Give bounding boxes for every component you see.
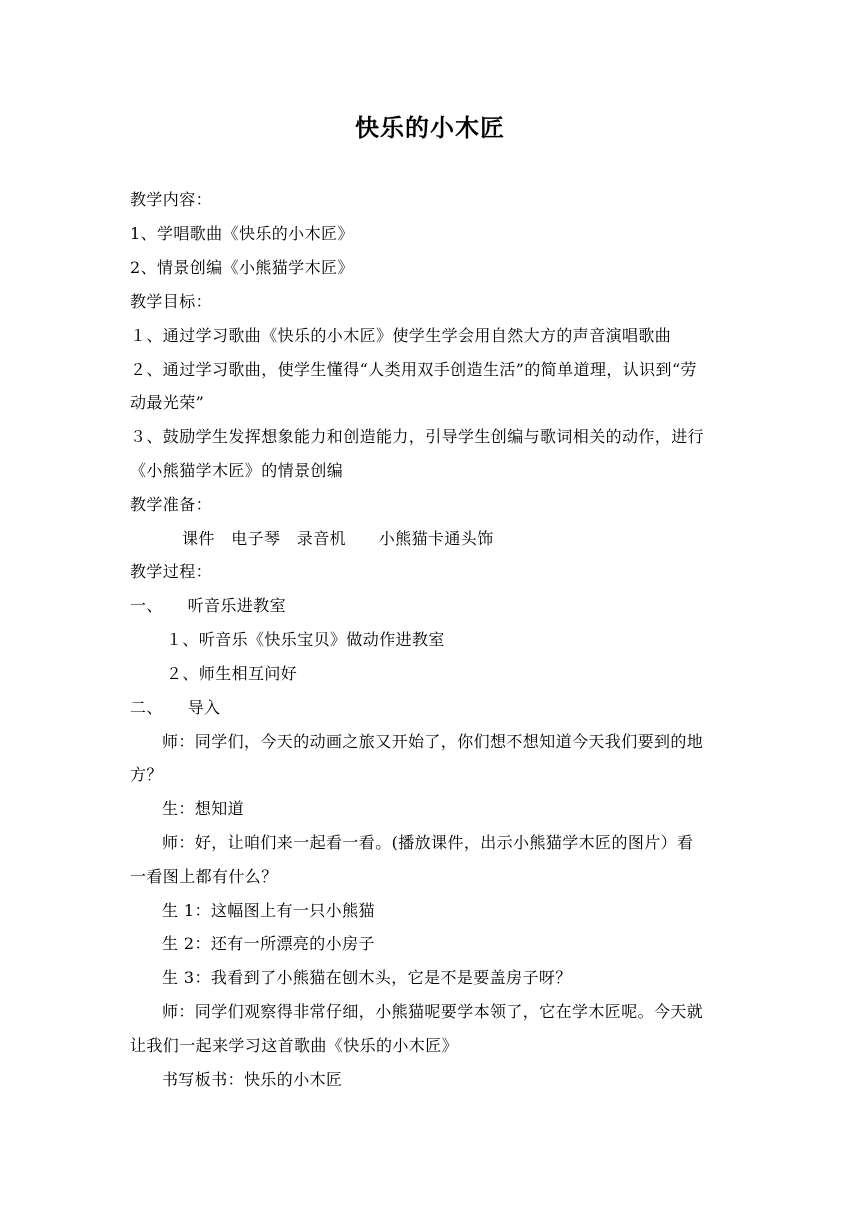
process-section-2: 二、 导入 [130, 698, 221, 717]
prep-materials: 课件 电子琴 录音机 小熊猫卡通头饰 [182, 529, 494, 548]
dialogue-teacher-3-cont: 让我们一起来学习这首歌曲《快乐的小木匠》 [130, 1036, 459, 1055]
dialogue-student-1: 生：想知道 [162, 799, 245, 818]
dialogue-teacher-1-cont: 方？ [130, 765, 163, 784]
heading-teaching-process: 教学过程： [130, 562, 213, 581]
blackboard-note: 书写板书：快乐的小木匠 [162, 1070, 343, 1089]
goal-item-3-cont: 《小熊猫学木匠》的情景创编 [130, 461, 344, 480]
goal-item-2-cont: 动最光荣” [130, 393, 205, 412]
content-item-1: 1、学唱歌曲《快乐的小木匠》 [130, 224, 354, 243]
dialogue-teacher-2-cont: 一看图上都有什么？ [130, 867, 278, 886]
dialogue-teacher-3: 师：同学们观察得非常仔细，小熊猫呢要学本领了，它在学木匠呢。今天就 [162, 1002, 704, 1021]
process-step-1-2: ２、师生相互问好 [166, 664, 298, 683]
content-item-2: 2、情景创编《小熊猫学木匠》 [130, 258, 354, 277]
dialogue-student-b: 生 2：还有一所漂亮的小房子 [162, 934, 375, 953]
process-step-1-1: １、听音乐《快乐宝贝》做动作进教室 [166, 630, 445, 649]
dialogue-teacher-2: 师：好，让咱们来一起看一看。(播放课件，出示小熊猫学木匠的图片）看 [162, 833, 694, 852]
document-title: 快乐的小木匠 [355, 114, 505, 142]
goal-item-1: １、通过学习歌曲《快乐的小木匠》使学生学会用自然大方的声音演唱歌曲 [130, 326, 672, 345]
goal-item-2: ２、通过学习歌曲，使学生懂得“人类用双手创造生活”的简单道理，认识到“劳 [130, 360, 697, 379]
process-section-1: 一、 听音乐进教室 [130, 596, 287, 615]
goal-item-3: ３、鼓励学生发挥想象能力和创造能力，引导学生创编与歌词相关的动作，进行 [130, 427, 705, 446]
heading-teaching-content: 教学内容： [130, 190, 213, 209]
heading-teaching-goals: 教学目标： [130, 292, 213, 311]
heading-teaching-prep: 教学准备： [130, 495, 213, 514]
dialogue-teacher-1: 师：同学们，今天的动画之旅又开始了，你们想不想知道今天我们要到的地 [162, 732, 704, 751]
dialogue-student-c: 生 3：我看到了小熊猫在刨木头，它是不是要盖房子呀？ [162, 968, 572, 987]
dialogue-student-a: 生 1：这幅图上有一只小熊猫 [162, 901, 375, 920]
